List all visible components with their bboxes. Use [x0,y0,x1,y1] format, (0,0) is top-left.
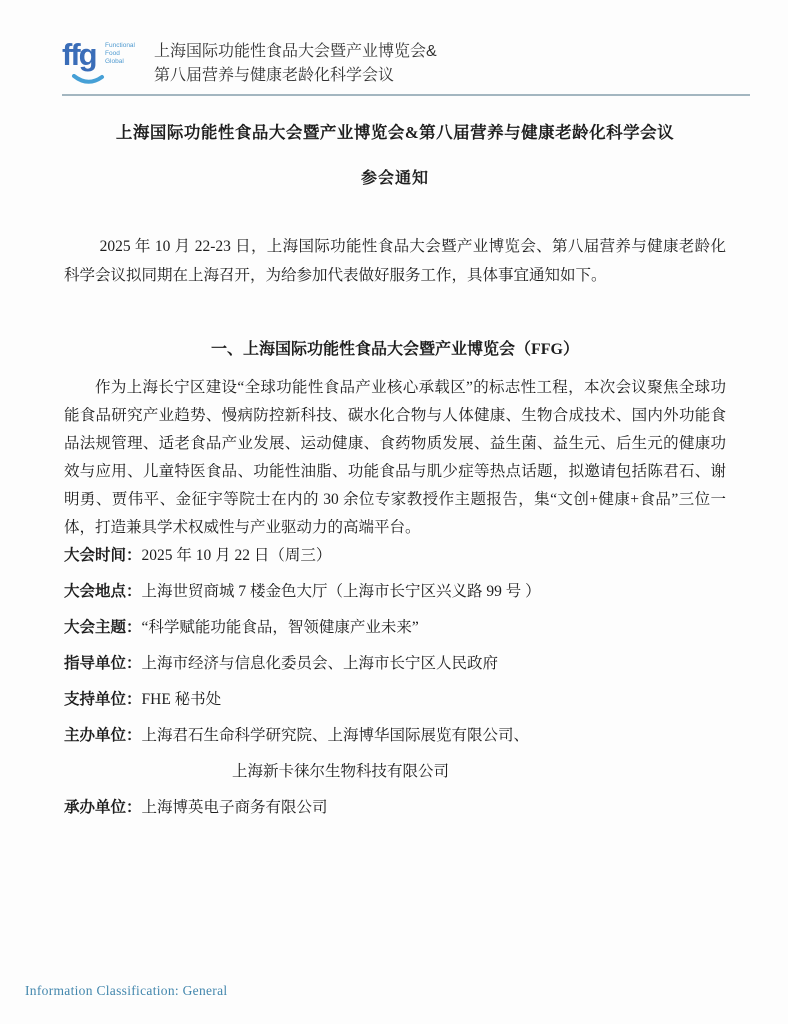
section1-heading: 一、上海国际功能性食品大会暨产业博览会（FFG） [211,341,579,358]
detail-label: 主办单位： [64,727,142,744]
letterhead-title-line1: 上海国际功能性食品大会暨产业博览会& [154,43,437,60]
letterhead-divider [62,94,750,96]
detail-label: 支持单位： [64,691,142,708]
ffg-logo-mark: ffg [62,37,96,72]
detail-value: 上海君石生命科学研究院、上海博华国际展览有限公司、 [141,727,530,744]
document-subtitle: 参会通知 [360,170,429,187]
ffg-logo-tagline [105,42,135,66]
detail-value: 上海市经济与信息化委员会、上海市长宁区人民政府 [141,655,499,672]
letterhead [62,38,748,88]
document-title: 上海国际功能性食品大会暨产业博览会&第八届营养与健康老龄化科学会议 [115,123,675,142]
detail-value: 2025 年 10 月 22 日（周三） [141,547,332,564]
detail-row-conference-venue [64,578,726,606]
detail-label: 承办单位： [64,799,142,816]
document-content [64,122,726,830]
detail-row-conference-time [64,542,726,570]
detail-row-host-unit [64,722,726,750]
detail-row-support-unit [64,686,726,714]
detail-value: 上海博英电子商务有限公司 [141,799,328,816]
detail-row-host-unit-continuation [64,758,726,786]
ffg-logo-tagline-line2: Food [105,50,120,57]
detail-value: FHE 秘书处 [141,691,222,708]
detail-value: 上海新卡徕尔生物科技有限公司 [232,763,450,780]
letterhead-title-line2: 第八届营养与健康老龄化科学会议 [154,67,395,84]
detail-label: 大会主题： [64,619,142,636]
detail-value: 上海世贸商城 7 楼金色大厅（上海市长宁区兴义路 99 号 ） [141,583,541,600]
detail-value: “科学赋能功能食品，智领健康产业未来” [141,619,419,636]
detail-row-organizer-unit [64,794,726,822]
detail-label: 大会地点： [64,583,142,600]
detail-row-conference-theme [64,614,726,642]
section1-body-paragraph: 作为上海长宁区建设“全球功能性食品产业核心承载区”的标志性工程，本次会议聚焦全球功能食品研究产业趋势、慢病防控新科技、碳水化合物与人体健康、生物合成技术、国内外功能食品法规管理、适老食品产业发展、运动健康、食药物质发展、益生菌、益生元、后生元的健康功效与应用、儿童特医食品、功能性油脂、功能食品与肌少症等热点话题，拟邀请包括陈君石、谢明勇、贾伟平、金征宇等院士在内的 30 余位专家教授作主题报告，集“文创+健康+食品”三位一体，打造兼具学术权威性与产业驱动力的高端平台。 [64,379,726,536]
detail-label: 指导单位： [64,655,142,672]
ffg-logo-tagline-line1: Functional [105,42,135,49]
ffg-logo [62,37,135,88]
letterhead-title [154,38,437,88]
swoosh-icon [71,74,105,86]
detail-row-guidance-unit [64,650,726,678]
detail-label: 大会时间： [64,547,142,564]
intro-paragraph: 2025 年 10 月 22-23 日，上海国际功能性食品大会暨产业博览会、第八届营养与健康老龄化科学会议拟同期在上海召开，为给参加代表做好服务工作，具体事宜通知如下。 [64,238,726,284]
classification-footer: Information Classification: General [25,983,228,998]
ffg-logo-tagline-line3: Global [105,58,124,65]
